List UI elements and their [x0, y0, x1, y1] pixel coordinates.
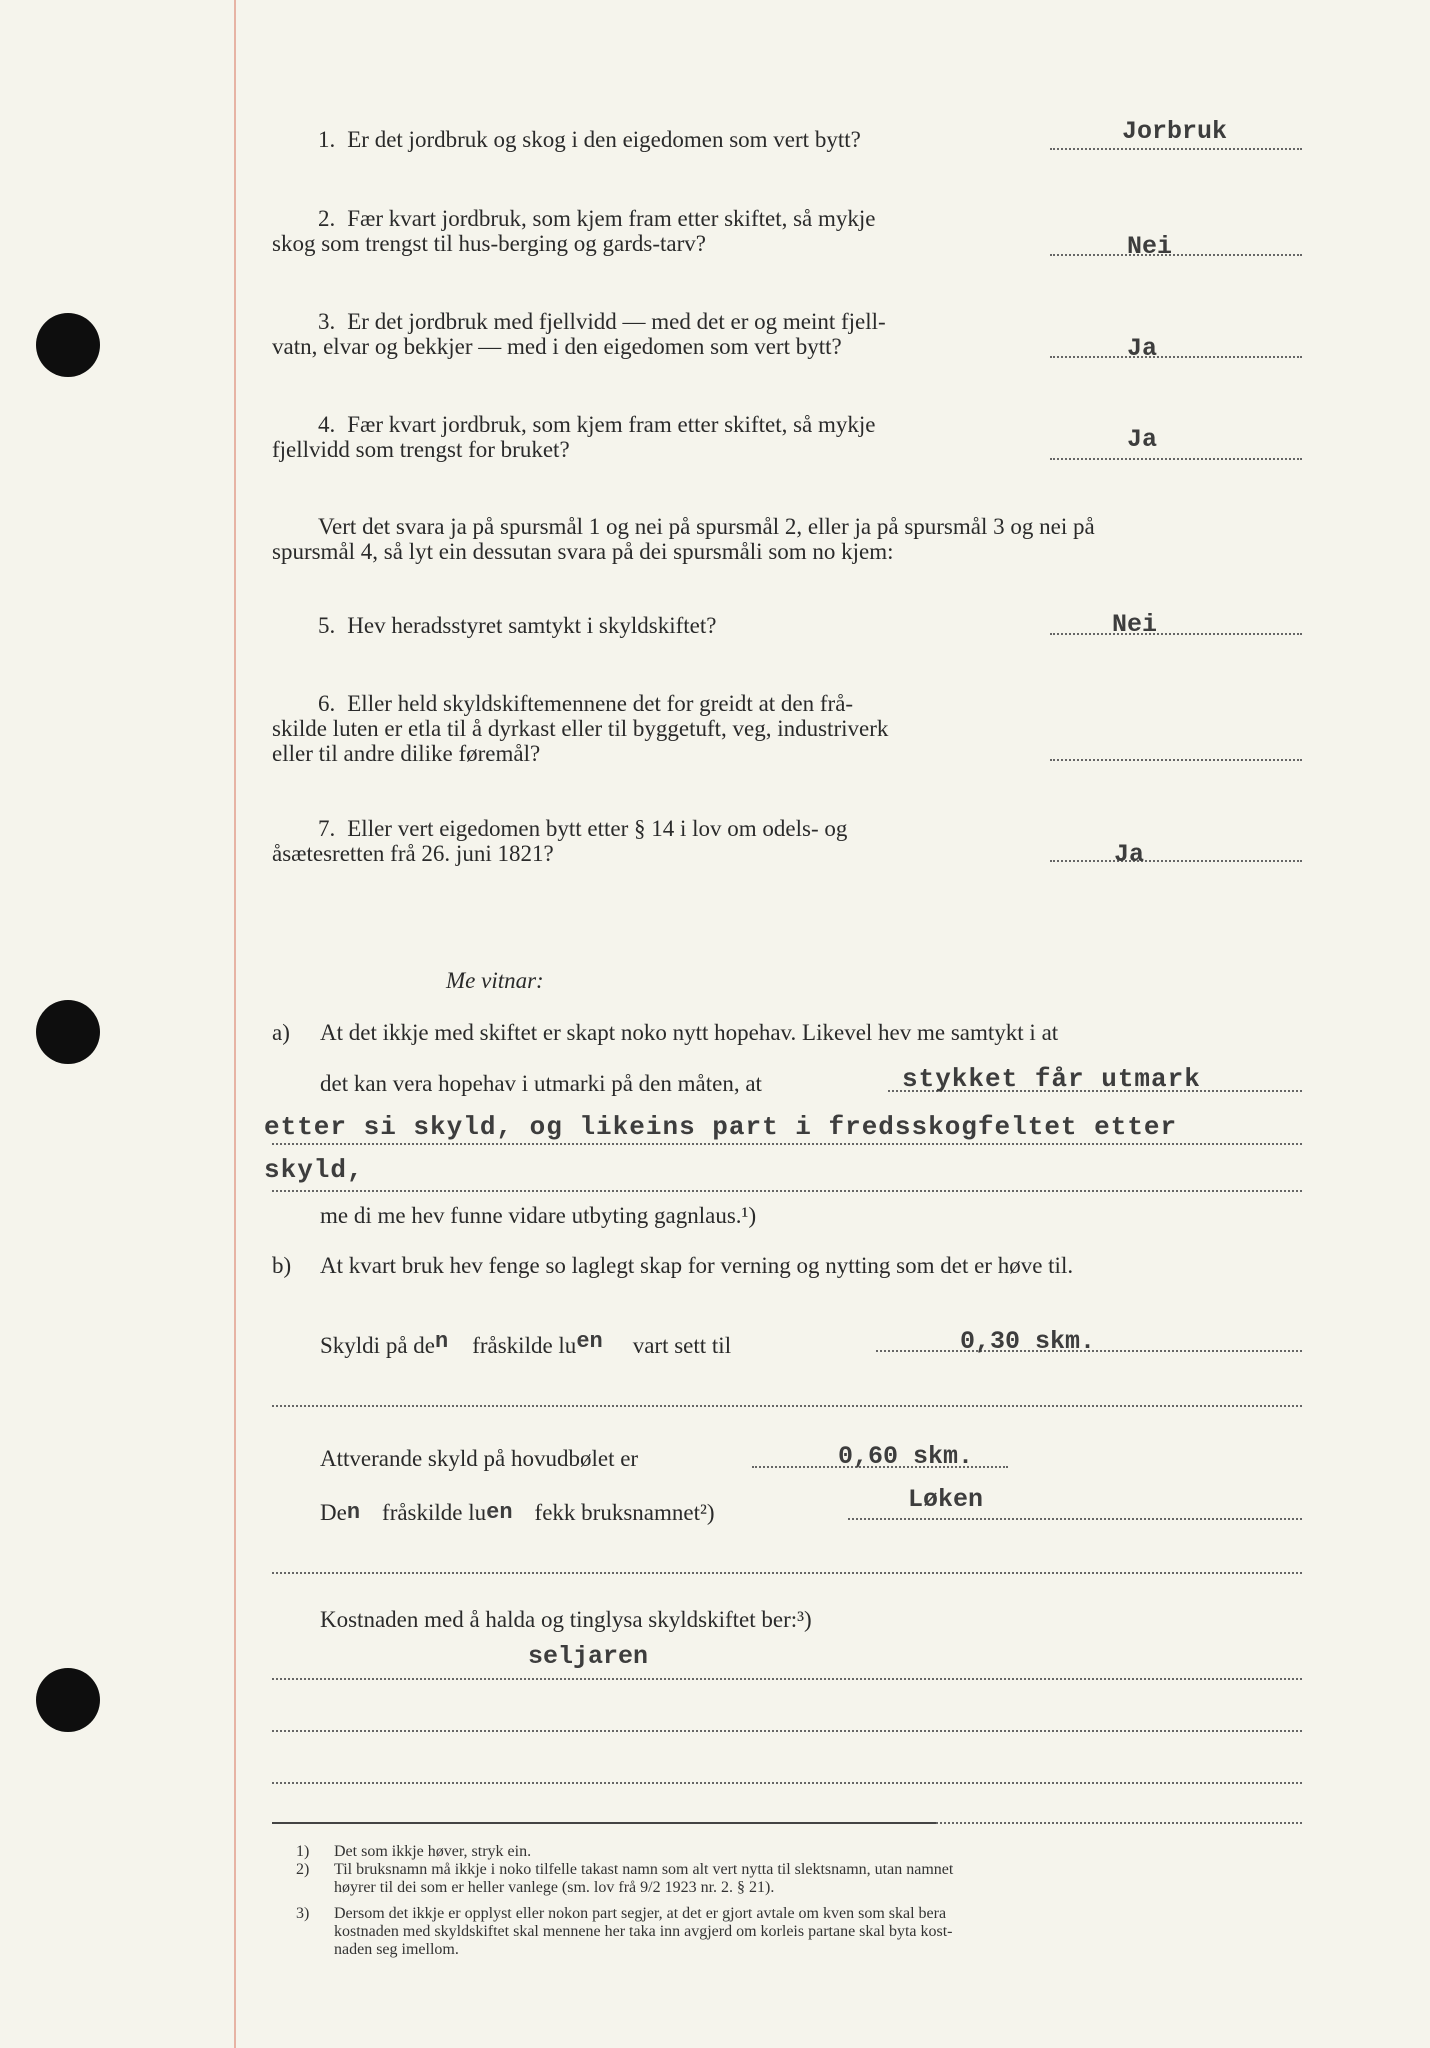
- answer-line: [1050, 458, 1302, 460]
- question-text: skog som trengst til hus-berging og gards-tarv?: [272, 231, 706, 256]
- question-text: Eller vert eigedomen bytt etter § 14 i lov om odels- og: [347, 816, 848, 841]
- skyld-text: fråskilde lu: [472, 1333, 577, 1358]
- witness-heading: Me vitnar:: [446, 968, 544, 993]
- fill-line: [272, 1678, 1302, 1680]
- witness-b-text: At kvart bruk hev fenge so laglegt skap for verning og nytting som det er høve til.: [320, 1253, 1074, 1278]
- answer-line: [1050, 356, 1302, 358]
- question-text: Fær kvart jordbruk, som kjem fram etter skiftet, så mykje: [347, 412, 876, 437]
- question-7: [318, 816, 847, 841]
- footnote-mark: 3): [296, 1905, 310, 1922]
- witness-a-text: me di me hev funne vidare utbyting gagnlaus.¹): [320, 1203, 757, 1228]
- answer-2: Nei: [1127, 232, 1173, 261]
- question-5: [318, 613, 716, 638]
- punch-hole: [36, 313, 100, 377]
- item-label-b: b): [272, 1253, 292, 1278]
- cost-label: Kostnaden med å halda og tinglysa skyldskiftet ber:³): [320, 1607, 812, 1632]
- question-text: Fær kvart jordbruk, som kjem fram etter skiftet, så mykje: [347, 206, 876, 231]
- answer-line: [1050, 254, 1302, 256]
- answer-7: Ja: [1114, 840, 1145, 869]
- question-text: vatn, elvar og bekkjer — med i den eigedomen som vert bytt?: [272, 334, 842, 359]
- footnote-text: kostnaden med skyldskiftet skal mennene her taka inn avgjerd om korleis partane skal byta kost-: [334, 1923, 953, 1940]
- fill-line: [272, 1730, 1302, 1732]
- typed-text: stykket får utmark: [902, 1064, 1201, 1094]
- footnote-mark: 1): [296, 1843, 310, 1860]
- question-number: 4.: [318, 412, 336, 437]
- question-text: Er det jordbruk og skog i den eigedomen som vert bytt?: [347, 127, 861, 152]
- question-number: 1.: [318, 127, 336, 152]
- margin-line: [234, 0, 236, 2048]
- typed-text: n: [346, 1500, 361, 1525]
- cost-payer: seljaren: [528, 1642, 649, 1671]
- question-text: fjellvidd som trengst for bruket?: [272, 437, 570, 462]
- remaining-skyld-label: Attverande skyld på hovudbølet er: [320, 1446, 639, 1471]
- fill-line: [272, 1143, 1302, 1145]
- skyld-text: vart sett til: [632, 1333, 732, 1358]
- skyld-text: fråskilde lu: [382, 1500, 487, 1525]
- question-4: [318, 412, 876, 437]
- question-text: åsætesretten frå 26. juni 1821?: [272, 841, 554, 866]
- footnote-text: naden seg imellom.: [334, 1941, 459, 1958]
- question-3: [318, 309, 886, 334]
- skyld-text: fekk bruksnamnet²): [534, 1500, 715, 1525]
- question-text: eller til andre dilike føremål?: [272, 741, 541, 766]
- answer-4: Ja: [1127, 425, 1158, 454]
- skyld-text: De: [320, 1500, 347, 1525]
- footnote-text: høyrer til dei som er heller vanlege (sm. lov frå 9/2 1923 nr. 2. § 21).: [334, 1879, 775, 1896]
- item-label-a: a): [272, 1020, 290, 1045]
- witness-a-text: At det ikkje med skiftet er skapt noko nytt hopehav. Likevel hev me samtykt i at: [320, 1020, 1059, 1045]
- question-6: [318, 691, 853, 716]
- intro-text: Vert det svara ja på spursmål 1 og nei på spursmål 2, eller ja på spursmål 3 og nei på: [318, 514, 1095, 539]
- question-number: 3.: [318, 309, 336, 334]
- fill-line: [272, 1572, 1302, 1574]
- remaining-skyld-value: 0,60 skm.: [838, 1442, 974, 1471]
- answer-1: Jorbruk: [1122, 117, 1228, 146]
- answer-line: [1050, 148, 1302, 150]
- question-text: Er det jordbruk med fjellvidd — med det er og meint fjell-: [347, 309, 886, 334]
- skyld-line: [320, 1329, 732, 1360]
- punch-hole: [36, 1668, 100, 1732]
- footnote-mark: 2): [296, 1861, 310, 1878]
- bruksnamn-value: Løken: [908, 1485, 984, 1514]
- answer-3: Ja: [1127, 334, 1158, 363]
- footnote-text: Dersom det ikkje er opplyst eller nokon part segjer, at det er gjort avtale om kven som skal bera: [334, 1905, 947, 1922]
- skyld-value: 0,30 skm.: [960, 1327, 1096, 1356]
- typed-text: en: [576, 1329, 603, 1354]
- footnote-separator: [272, 1822, 936, 1824]
- question-text: Hev heradsstyret samtykt i skyldskiftet?: [347, 613, 717, 638]
- fill-line: [936, 1822, 1302, 1824]
- typed-text: n: [435, 1329, 449, 1354]
- witness-a-text: det kan vera hopehav i utmarki på den måten, at: [320, 1071, 762, 1096]
- intro-text: spursmål 4, så lyt ein dessutan svara på dei spursmåli som no kjem:: [272, 539, 894, 564]
- question-number: 6.: [318, 691, 336, 716]
- bruksnamn-line: [320, 1500, 715, 1527]
- typed-text: etter si skyld, og likeins part i fredsskogfeltet etter: [264, 1112, 1178, 1142]
- question-text: Eller held skyldskiftemennene det for greidt at den frå-: [347, 691, 854, 716]
- answer-line: [1050, 860, 1302, 862]
- answer-5: Nei: [1112, 610, 1158, 639]
- question-number: 5.: [318, 613, 336, 638]
- footnote-text: Det som ikkje høver, stryk ein.: [334, 1843, 532, 1860]
- question-number: 2.: [318, 206, 336, 231]
- typed-text: skyld,: [264, 1155, 364, 1185]
- question-text: skilde luten er etla til å dyrkast eller til byggetuft, veg, industriverk: [272, 716, 889, 741]
- fill-line: [848, 1518, 1302, 1520]
- question-1: [318, 127, 861, 152]
- typed-text: en: [486, 1500, 513, 1525]
- fill-line: [272, 1782, 1302, 1784]
- skyld-text: Skyldi på de: [320, 1333, 435, 1358]
- footnote-text: Til bruksnamn må ikkje i noko tilfelle takast namn som alt vert nytta til slektsnamn, utan namnet: [334, 1861, 954, 1878]
- fill-line: [272, 1190, 1302, 1192]
- answer-line: [1050, 759, 1302, 761]
- punch-hole: [36, 1000, 100, 1064]
- answer-line: [1050, 633, 1302, 635]
- question-2: [318, 206, 876, 231]
- fill-line: [272, 1405, 1302, 1407]
- question-number: 7.: [318, 816, 336, 841]
